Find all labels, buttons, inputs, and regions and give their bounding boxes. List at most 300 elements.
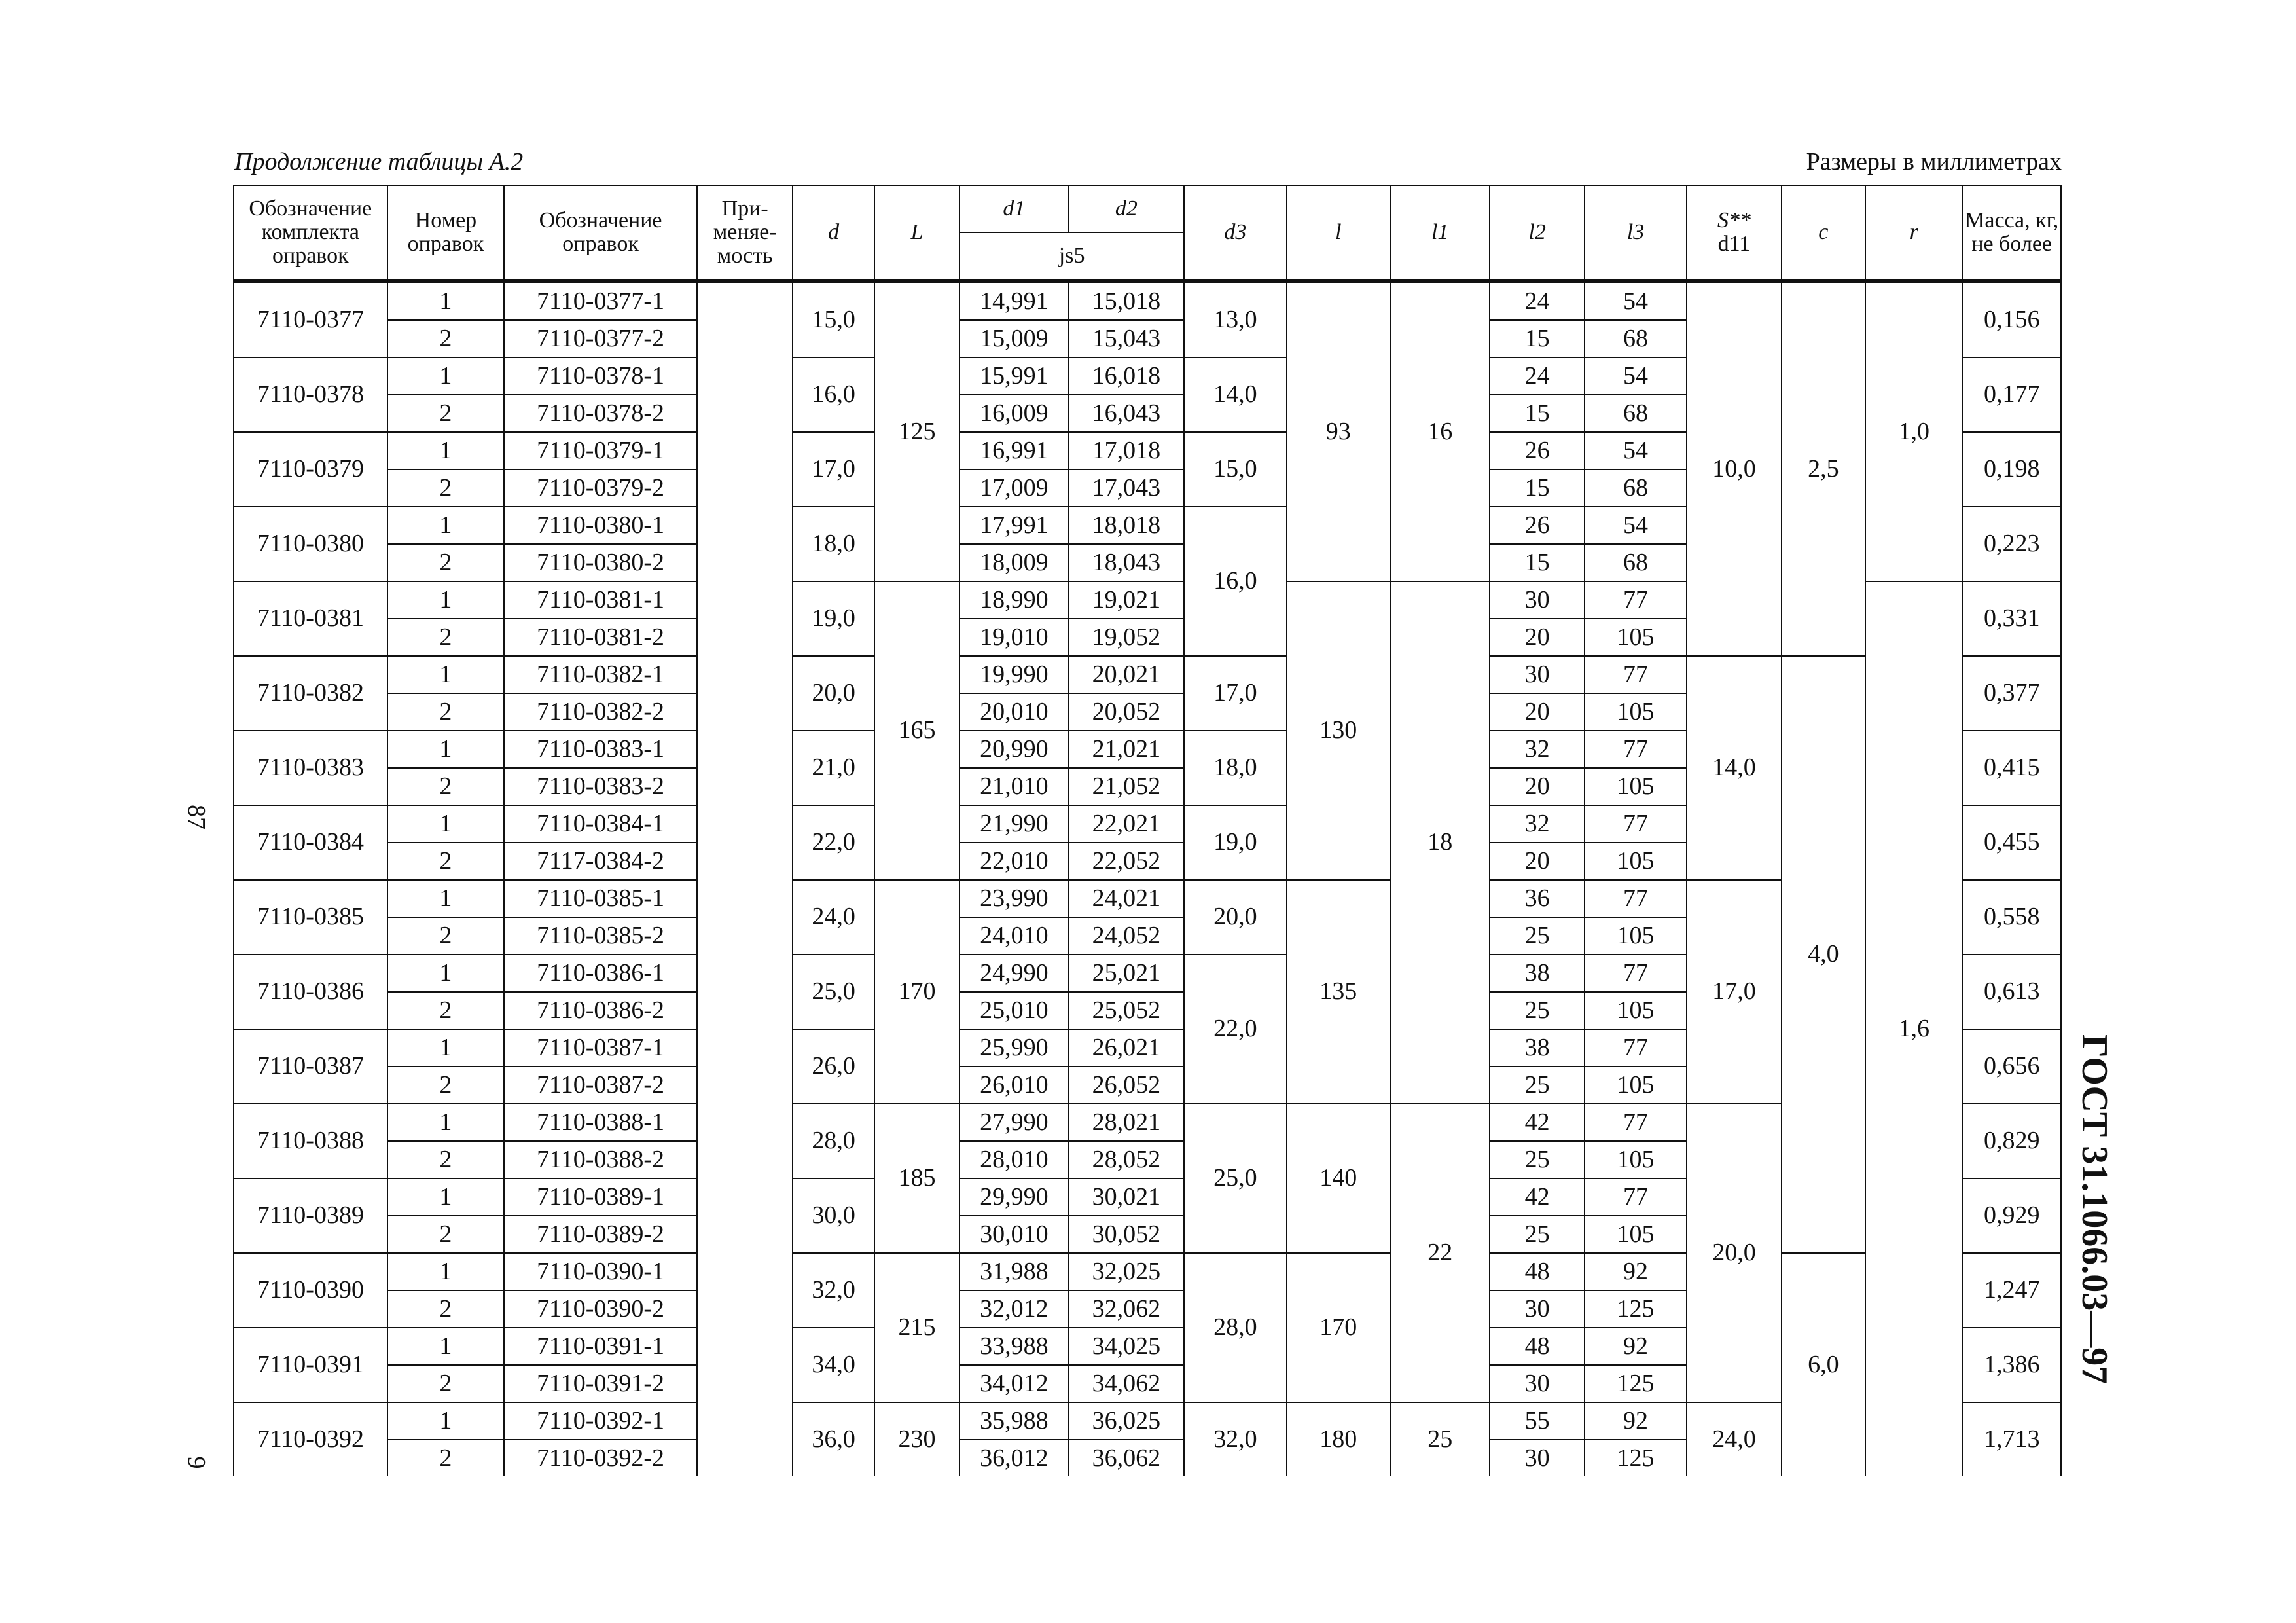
cell-l2: 20 [1490, 693, 1584, 731]
cell-d2: 32,025 [1069, 1253, 1185, 1290]
cell-num: 2 [387, 992, 505, 1029]
cell-d2: 36,062 [1069, 1440, 1185, 1476]
cell-des: 7110-0390-2 [504, 1290, 697, 1328]
cell-num: 1 [387, 955, 505, 992]
cell-l3: 77 [1585, 1104, 1687, 1141]
cell-num: 1 [387, 507, 505, 544]
cell-mass: 0,929 [1962, 1178, 2061, 1253]
cell-l: 140 [1287, 1104, 1390, 1253]
cell-d2: 22,052 [1069, 843, 1185, 880]
cell-l2: 30 [1490, 1440, 1584, 1476]
cell-d2: 24,052 [1069, 917, 1185, 955]
header-d: d [793, 185, 874, 280]
cell-d: 30,0 [793, 1178, 874, 1253]
cell-d1: 22,010 [960, 843, 1068, 880]
cell-d1: 14,991 [960, 282, 1068, 321]
cell-l3: 54 [1585, 357, 1687, 395]
cell-c: 4,0 [1782, 656, 1865, 1253]
cell-l2: 15 [1490, 469, 1584, 507]
table-caption: Продолжение таблицы А.2 [234, 148, 524, 175]
cell-l1: 25 [1390, 1402, 1490, 1476]
cell-d2: 15,043 [1069, 320, 1185, 357]
cell-des: 7110-0377-2 [504, 320, 697, 357]
cell-l3: 125 [1585, 1440, 1687, 1476]
cell-l3: 105 [1585, 917, 1687, 955]
cell-l2: 24 [1490, 357, 1584, 395]
header-S-tolerance: d11 [1717, 232, 1751, 256]
cell-S: 17,0 [1687, 880, 1781, 1104]
cell-d2: 18,043 [1069, 544, 1185, 581]
cell-d2: 26,021 [1069, 1029, 1185, 1067]
cell-d1: 16,991 [960, 432, 1068, 469]
cell-d2: 25,052 [1069, 992, 1185, 1029]
cell-l3: 92 [1585, 1402, 1687, 1440]
cell-l2: 30 [1490, 1365, 1584, 1402]
cell-d3: 16,0 [1184, 507, 1286, 656]
cell-des: 7110-0392-2 [504, 1440, 697, 1476]
cell-num: 2 [387, 395, 505, 432]
cell-l3: 77 [1585, 731, 1687, 768]
cell-mass: 1,713 [1962, 1402, 2061, 1476]
cell-des: 7117-0384-2 [504, 843, 697, 880]
cell-des: 7110-0389-1 [504, 1178, 697, 1216]
cell-l3: 54 [1585, 282, 1687, 321]
cell-mass: 0,613 [1962, 955, 2061, 1029]
table-body [234, 282, 2061, 1476]
cell-d1: 18,990 [960, 581, 1068, 619]
cell-mass: 0,156 [1962, 282, 2061, 358]
cell-l: 93 [1287, 282, 1390, 582]
cell-d1: 19,990 [960, 656, 1068, 693]
cell-l3: 92 [1585, 1253, 1687, 1290]
cell-des: 7110-0378-1 [504, 357, 697, 395]
cell-d: 24,0 [793, 880, 874, 955]
cell-d2: 21,021 [1069, 731, 1185, 768]
cell-l2: 30 [1490, 1290, 1584, 1328]
cell-num: 1 [387, 1402, 505, 1440]
cell-d1: 28,010 [960, 1141, 1068, 1178]
header-r: r [1865, 185, 1962, 280]
cell-d1: 17,991 [960, 507, 1068, 544]
cell-d1: 30,010 [960, 1216, 1068, 1253]
cell-d: 18,0 [793, 507, 874, 581]
cell-l2: 38 [1490, 955, 1584, 992]
cell-d2: 30,021 [1069, 1178, 1185, 1216]
cell-L: 185 [874, 1104, 960, 1253]
cell-d1: 31,988 [960, 1253, 1068, 1290]
cell-l3: 77 [1585, 1029, 1687, 1067]
cell-l2: 32 [1490, 805, 1584, 843]
cell-l3: 105 [1585, 1216, 1687, 1253]
table-row [234, 1253, 2061, 1290]
cell-num: 2 [387, 1440, 505, 1476]
cell-num: 1 [387, 805, 505, 843]
cell-d1: 20,010 [960, 693, 1068, 731]
cell-d2: 16,043 [1069, 395, 1185, 432]
cell-L: 125 [874, 282, 960, 582]
cell-d1: 36,012 [960, 1440, 1068, 1476]
cell-d3: 15,0 [1184, 432, 1286, 507]
cell-d1: 17,009 [960, 469, 1068, 507]
cell-mass: 0,198 [1962, 432, 2061, 507]
cell-l2: 25 [1490, 1067, 1584, 1104]
cell-set: 7110-0390 [234, 1253, 387, 1328]
cell-d1: 18,009 [960, 544, 1068, 581]
cell-des: 7110-0386-2 [504, 992, 697, 1029]
cell-des: 7110-0387-2 [504, 1067, 697, 1104]
cell-l2: 48 [1490, 1253, 1584, 1290]
cell-set: 7110-0385 [234, 880, 387, 955]
header-d3: d3 [1184, 185, 1286, 280]
cell-des: 7110-0383-1 [504, 731, 697, 768]
cell-set: 7110-0388 [234, 1104, 387, 1178]
cell-l3: 125 [1585, 1365, 1687, 1402]
cell-mass: 1,386 [1962, 1328, 2061, 1402]
cell-num: 1 [387, 357, 505, 395]
cell-d2: 24,021 [1069, 880, 1185, 917]
cell-d2: 36,025 [1069, 1402, 1185, 1440]
header-S [1687, 185, 1781, 280]
cell-num: 2 [387, 843, 505, 880]
cell-num: 1 [387, 1178, 505, 1216]
cell-d2: 32,062 [1069, 1290, 1185, 1328]
cell-l2: 25 [1490, 1216, 1584, 1253]
cell-mass: 0,331 [1962, 581, 2061, 656]
cell-l2: 42 [1490, 1104, 1584, 1141]
cell-S: 24,0 [1687, 1402, 1781, 1476]
table-container [233, 185, 2062, 1476]
cell-l2: 30 [1490, 656, 1584, 693]
cell-num: 1 [387, 581, 505, 619]
header-tolerance: js5 [960, 232, 1184, 280]
cell-d1: 26,010 [960, 1067, 1068, 1104]
cell-l2: 55 [1490, 1402, 1584, 1440]
cell-mass: 0,177 [1962, 357, 2061, 432]
header-designation: Обозначение оправок [504, 185, 697, 280]
cell-num: 1 [387, 731, 505, 768]
cell-d: 17,0 [793, 432, 874, 507]
cell-num: 1 [387, 1253, 505, 1290]
cell-l2: 15 [1490, 395, 1584, 432]
cell-l3: 68 [1585, 395, 1687, 432]
cell-des: 7110-0391-1 [504, 1328, 697, 1365]
cell-d1: 21,010 [960, 768, 1068, 805]
cell-d1: 34,012 [960, 1365, 1068, 1402]
cell-des: 7110-0379-2 [504, 469, 697, 507]
cell-l3: 92 [1585, 1328, 1687, 1365]
cell-c: 6,0 [1782, 1253, 1865, 1476]
header-L: L [874, 185, 960, 280]
cell-des: 7110-0392-1 [504, 1402, 697, 1440]
cell-num: 2 [387, 1365, 505, 1402]
cell-d2: 28,052 [1069, 1141, 1185, 1178]
cell-l3: 77 [1585, 656, 1687, 693]
cell-des: 7110-0383-2 [504, 768, 697, 805]
cell-des: 7110-0382-1 [504, 656, 697, 693]
cell-des: 7110-0390-1 [504, 1253, 697, 1290]
cell-set: 7110-0392 [234, 1402, 387, 1476]
cell-d2: 16,018 [1069, 357, 1185, 395]
cell-d2: 34,062 [1069, 1365, 1185, 1402]
cell-des: 7110-0381-2 [504, 619, 697, 656]
cell-num: 2 [387, 1290, 505, 1328]
cell-d2: 25,021 [1069, 955, 1185, 992]
header-l3: l3 [1585, 185, 1687, 280]
cell-mass: 0,455 [1962, 805, 2061, 880]
cell-d3: 32,0 [1184, 1402, 1286, 1476]
cell-l3: 125 [1585, 1290, 1687, 1328]
cell-app [697, 282, 793, 1476]
cell-l2: 36 [1490, 880, 1584, 917]
cell-d1: 24,990 [960, 955, 1068, 992]
header-mass: Масса, кг, не более [1962, 185, 2061, 280]
cell-d2: 20,021 [1069, 656, 1185, 693]
cell-l2: 48 [1490, 1328, 1584, 1365]
cell-l3: 105 [1585, 1141, 1687, 1178]
cell-set: 7110-0381 [234, 581, 387, 656]
cell-l3: 105 [1585, 1067, 1687, 1104]
cell-r: 1,6 [1865, 581, 1962, 1476]
cell-l3: 68 [1585, 469, 1687, 507]
cell-d2: 19,021 [1069, 581, 1185, 619]
cell-d: 21,0 [793, 731, 874, 805]
cell-l1: 16 [1390, 282, 1490, 582]
cell-l3: 54 [1585, 507, 1687, 544]
cell-d2: 17,018 [1069, 432, 1185, 469]
cell-l2: 25 [1490, 1141, 1584, 1178]
cell-d2: 15,018 [1069, 282, 1185, 321]
cell-L: 170 [874, 880, 960, 1104]
cell-d1: 16,009 [960, 395, 1068, 432]
header-number: Номер оправок [387, 185, 505, 280]
cell-d1: 15,991 [960, 357, 1068, 395]
cell-r: 1,0 [1865, 282, 1962, 582]
cell-set: 7110-0378 [234, 357, 387, 432]
cell-d1: 24,010 [960, 917, 1068, 955]
cell-l: 130 [1287, 581, 1390, 880]
cell-num: 2 [387, 1141, 505, 1178]
cell-num: 1 [387, 432, 505, 469]
cell-d2: 18,018 [1069, 507, 1185, 544]
cell-d1: 15,009 [960, 320, 1068, 357]
cell-d: 28,0 [793, 1104, 874, 1178]
mandrel-dimensions-table [233, 185, 2062, 1476]
cell-mass: 0,829 [1962, 1104, 2061, 1178]
cell-l2: 38 [1490, 1029, 1584, 1067]
cell-S: 14,0 [1687, 656, 1781, 880]
header-S-label: S** [1717, 208, 1751, 233]
header-l2: l2 [1490, 185, 1584, 280]
cell-l: 180 [1287, 1402, 1390, 1476]
cell-d2: 19,052 [1069, 619, 1185, 656]
cell-des: 7110-0386-1 [504, 955, 697, 992]
page-number-87: 87 [183, 805, 210, 830]
cell-l2: 26 [1490, 432, 1584, 469]
table-row [234, 656, 2061, 693]
cell-d2: 30,052 [1069, 1216, 1185, 1253]
cell-l2: 15 [1490, 320, 1584, 357]
cell-d3: 19,0 [1184, 805, 1286, 880]
cell-d2: 34,025 [1069, 1328, 1185, 1365]
cell-d1: 33,988 [960, 1328, 1068, 1365]
cell-num: 1 [387, 880, 505, 917]
cell-d1: 23,990 [960, 880, 1068, 917]
cell-num: 1 [387, 1328, 505, 1365]
cell-l1: 18 [1390, 581, 1490, 1104]
header-set: Обозначение комплекта оправок [234, 185, 387, 280]
cell-l1: 22 [1390, 1104, 1490, 1402]
cell-num: 1 [387, 1029, 505, 1067]
cell-d: 26,0 [793, 1029, 874, 1104]
cell-des: 7110-0378-2 [504, 395, 697, 432]
cell-L: 230 [874, 1402, 960, 1476]
cell-num: 2 [387, 917, 505, 955]
cell-set: 7110-0379 [234, 432, 387, 507]
cell-l3: 105 [1585, 619, 1687, 656]
units-note: Размеры в миллиметрах [1806, 148, 2062, 175]
cell-d1: 25,010 [960, 992, 1068, 1029]
cell-mass: 0,377 [1962, 656, 2061, 731]
header-c: c [1782, 185, 1865, 280]
cell-des: 7110-0389-2 [504, 1216, 697, 1253]
cell-l2: 20 [1490, 619, 1584, 656]
cell-l3: 68 [1585, 544, 1687, 581]
cell-l2: 24 [1490, 282, 1584, 321]
cell-des: 7110-0387-1 [504, 1029, 697, 1067]
cell-d3: 28,0 [1184, 1253, 1286, 1402]
cell-mass: 0,415 [1962, 731, 2061, 805]
cell-d2: 20,052 [1069, 693, 1185, 731]
cell-l3: 105 [1585, 992, 1687, 1029]
cell-l3: 54 [1585, 432, 1687, 469]
cell-set: 7110-0383 [234, 731, 387, 805]
cell-des: 7110-0381-1 [504, 581, 697, 619]
cell-l3: 77 [1585, 805, 1687, 843]
table-row [234, 282, 2061, 321]
cell-l2: 26 [1490, 507, 1584, 544]
cell-l2: 15 [1490, 544, 1584, 581]
cell-des: 7110-0388-2 [504, 1141, 697, 1178]
cell-c: 2,5 [1782, 282, 1865, 657]
header-l: l [1287, 185, 1390, 280]
cell-num: 1 [387, 1104, 505, 1141]
cell-des: 7110-0388-1 [504, 1104, 697, 1141]
cell-d3: 22,0 [1184, 955, 1286, 1104]
cell-l2: 25 [1490, 917, 1584, 955]
cell-L: 215 [874, 1253, 960, 1402]
cell-l3: 105 [1585, 693, 1687, 731]
cell-S: 10,0 [1687, 282, 1781, 657]
cell-set: 7110-0384 [234, 805, 387, 880]
cell-d1: 21,990 [960, 805, 1068, 843]
cell-d2: 22,021 [1069, 805, 1185, 843]
cell-set: 7110-0377 [234, 282, 387, 358]
cell-num: 2 [387, 619, 505, 656]
cell-l3: 77 [1585, 581, 1687, 619]
cell-d: 15,0 [793, 282, 874, 358]
cell-d2: 28,021 [1069, 1104, 1185, 1141]
cell-d1: 25,990 [960, 1029, 1068, 1067]
cell-L: 165 [874, 581, 960, 880]
cell-num: 2 [387, 469, 505, 507]
header-d2: d2 [1069, 185, 1185, 232]
cell-des: 7110-0379-1 [504, 432, 697, 469]
cell-d: 34,0 [793, 1328, 874, 1402]
cell-l3: 77 [1585, 1178, 1687, 1216]
cell-l3: 68 [1585, 320, 1687, 357]
cell-l: 170 [1287, 1253, 1390, 1402]
cell-des: 7110-0382-2 [504, 693, 697, 731]
cell-num: 2 [387, 768, 505, 805]
cell-l2: 25 [1490, 992, 1584, 1029]
header-applicability: При-меняе-мость [697, 185, 793, 280]
cell-num: 1 [387, 656, 505, 693]
cell-num: 2 [387, 320, 505, 357]
cell-d3: 17,0 [1184, 656, 1286, 731]
cell-d1: 29,990 [960, 1178, 1068, 1216]
cell-num: 2 [387, 1067, 505, 1104]
cell-l: 135 [1287, 880, 1390, 1104]
cell-S: 20,0 [1687, 1104, 1781, 1402]
cell-l3: 105 [1585, 843, 1687, 880]
cell-d2: 21,052 [1069, 768, 1185, 805]
cell-l2: 20 [1490, 768, 1584, 805]
cell-d: 20,0 [793, 656, 874, 731]
cell-d1: 35,988 [960, 1402, 1068, 1440]
cell-l3: 77 [1585, 955, 1687, 992]
cell-des: 7110-0380-1 [504, 507, 697, 544]
cell-l2: 42 [1490, 1178, 1584, 1216]
cell-l2: 30 [1490, 581, 1584, 619]
cell-des: 7110-0391-2 [504, 1365, 697, 1402]
cell-d3: 18,0 [1184, 731, 1286, 805]
cell-d1: 27,990 [960, 1104, 1068, 1141]
cell-d1: 32,012 [960, 1290, 1068, 1328]
cell-set: 7110-0391 [234, 1328, 387, 1402]
cell-d2: 17,043 [1069, 469, 1185, 507]
cell-set: 7110-0386 [234, 955, 387, 1029]
cell-d: 25,0 [793, 955, 874, 1029]
cell-set: 7110-0380 [234, 507, 387, 581]
cell-d: 16,0 [793, 357, 874, 432]
cell-mass: 0,558 [1962, 880, 2061, 955]
cell-d1: 19,010 [960, 619, 1068, 656]
cell-des: 7110-0384-1 [504, 805, 697, 843]
cell-d3: 20,0 [1184, 880, 1286, 955]
cell-d: 22,0 [793, 805, 874, 880]
cell-des: 7110-0380-2 [504, 544, 697, 581]
document-designation: ГОСТ 31.1066.03—97 [2074, 1034, 2115, 1385]
page-number-9: 9 [183, 1456, 210, 1469]
cell-d: 32,0 [793, 1253, 874, 1328]
cell-l2: 32 [1490, 731, 1584, 768]
cell-set: 7110-0382 [234, 656, 387, 731]
cell-num: 2 [387, 693, 505, 731]
cell-set: 7110-0387 [234, 1029, 387, 1104]
cell-d: 19,0 [793, 581, 874, 656]
cell-d: 36,0 [793, 1402, 874, 1476]
cell-des: 7110-0385-1 [504, 880, 697, 917]
cell-set: 7110-0389 [234, 1178, 387, 1253]
cell-d2: 26,052 [1069, 1067, 1185, 1104]
cell-des: 7110-0385-2 [504, 917, 697, 955]
cell-mass: 0,223 [1962, 507, 2061, 581]
cell-d3: 14,0 [1184, 357, 1286, 432]
cell-num: 2 [387, 1216, 505, 1253]
cell-l2: 20 [1490, 843, 1584, 880]
cell-d3: 25,0 [1184, 1104, 1286, 1253]
cell-des: 7110-0377-1 [504, 282, 697, 321]
